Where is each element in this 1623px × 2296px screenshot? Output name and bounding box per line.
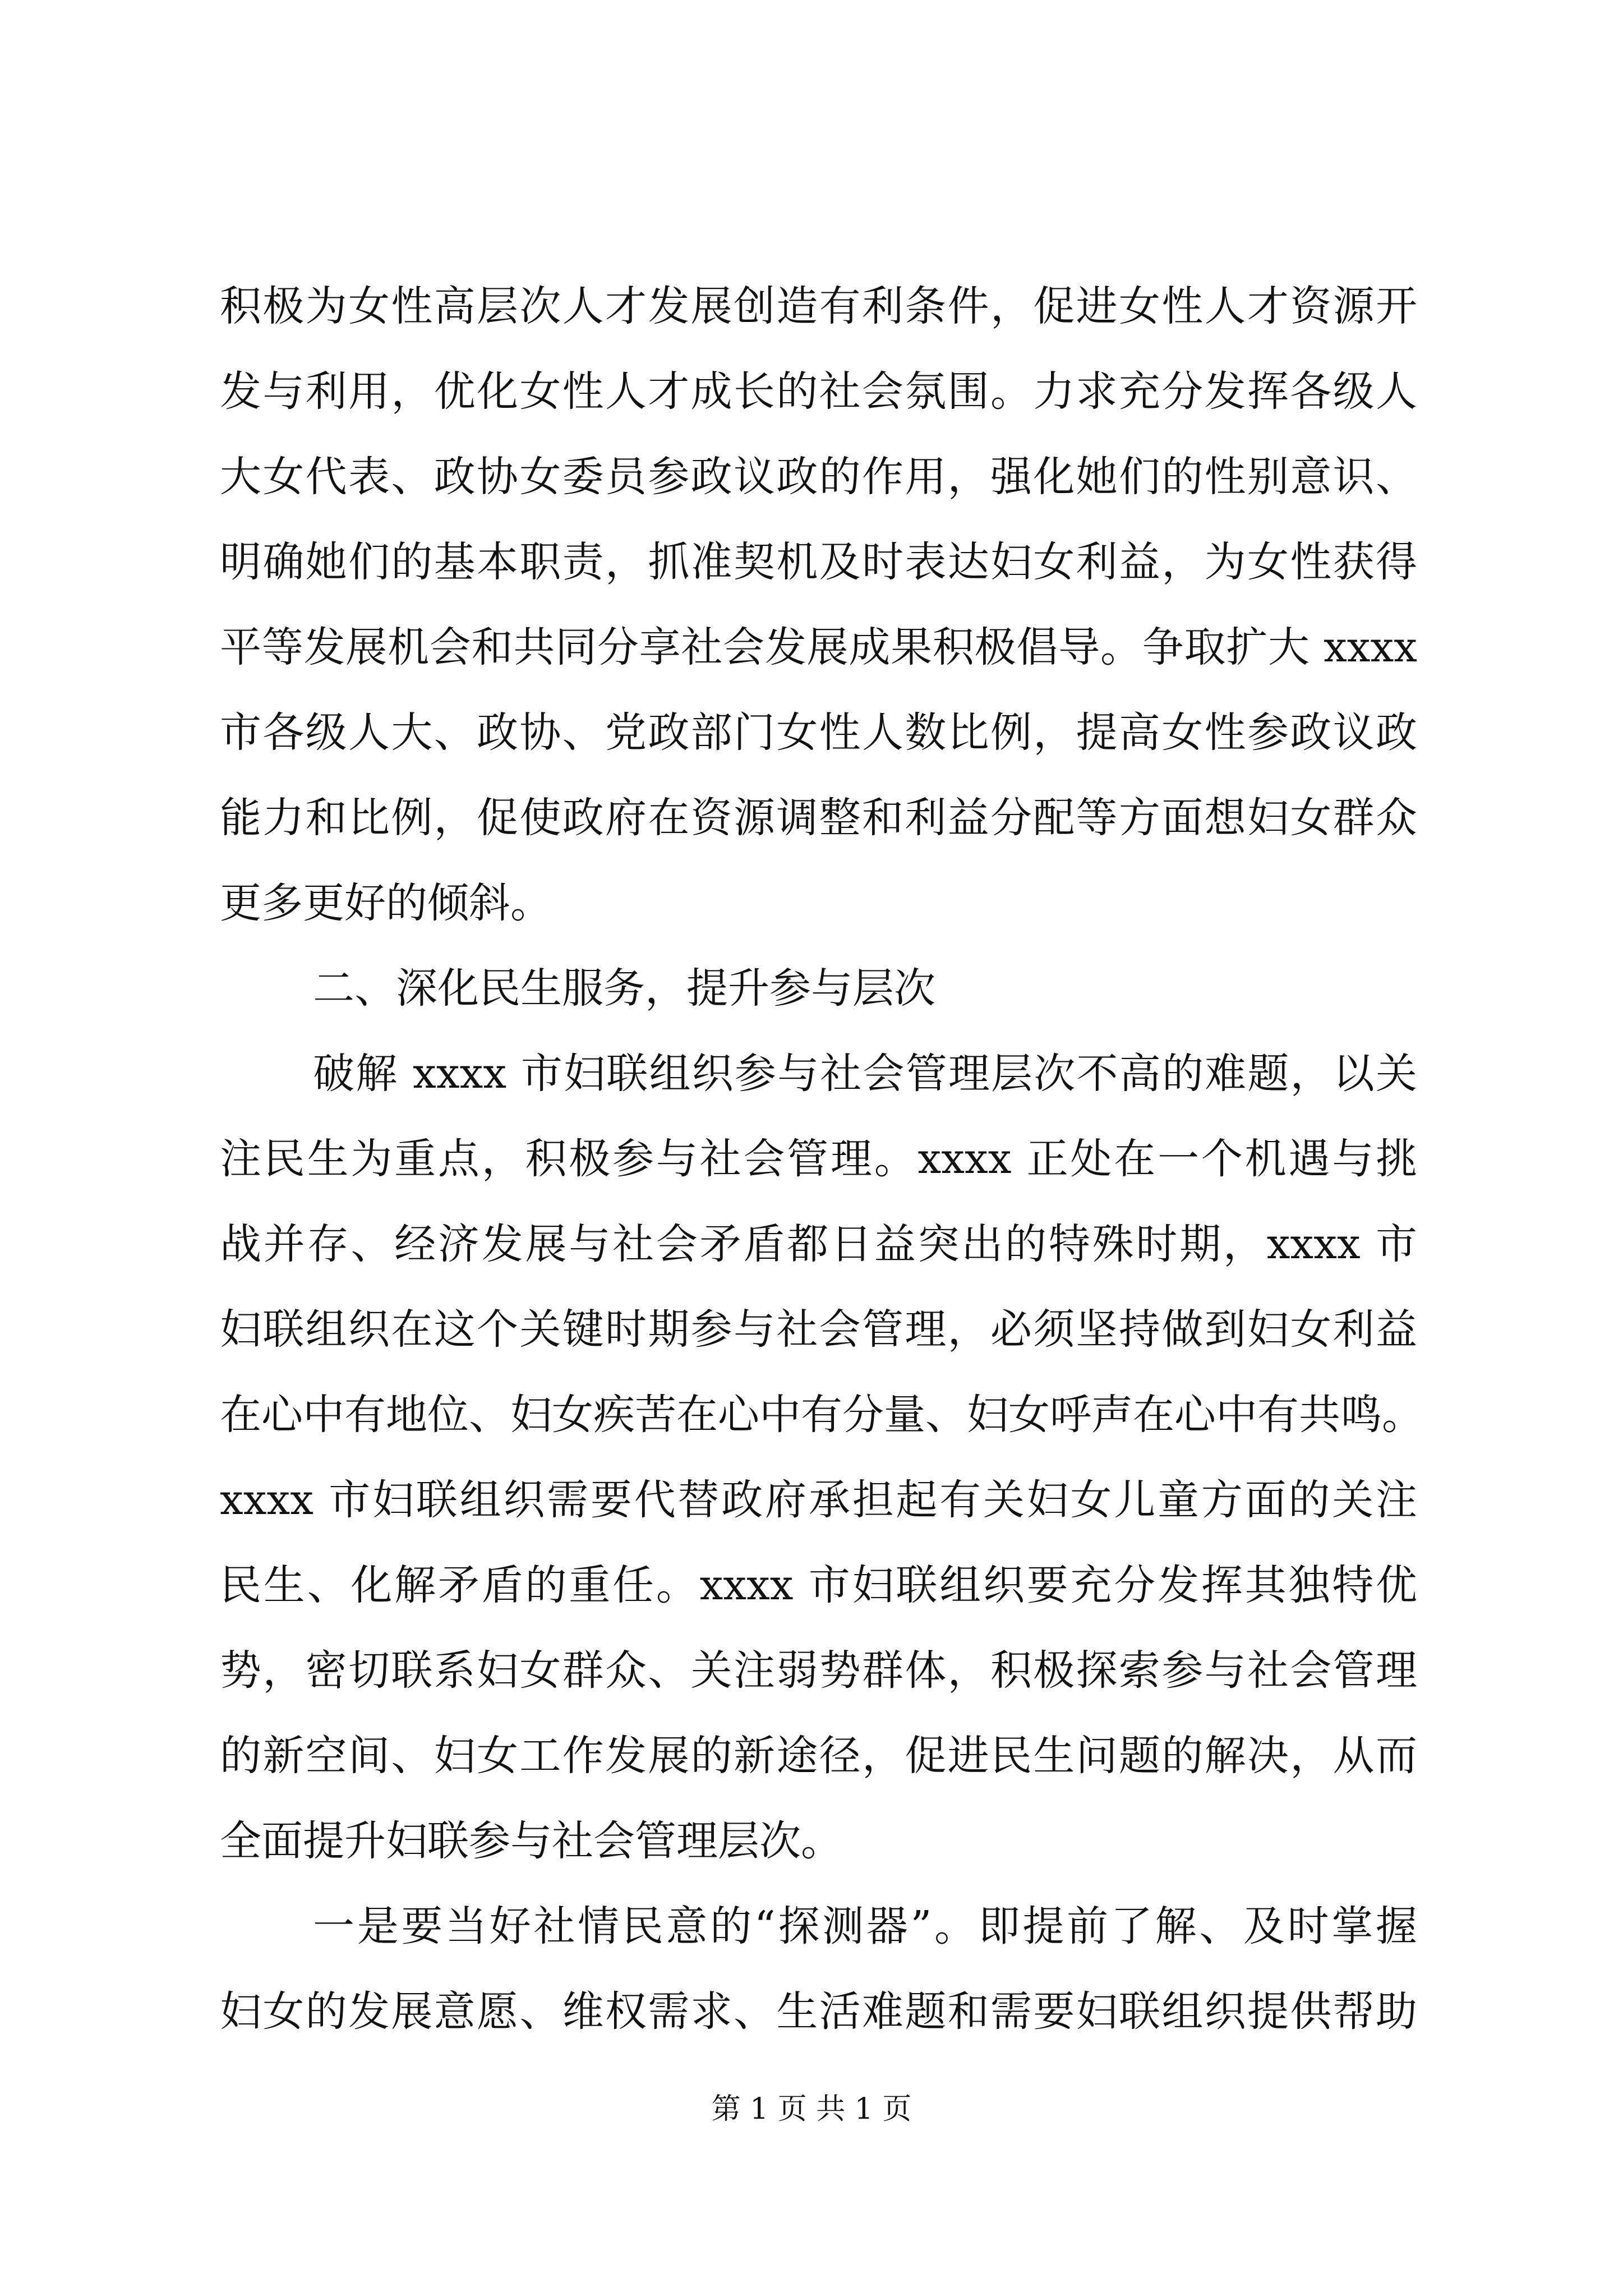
paragraph-line: 能力和比例，促使政府在资源调整和利益分配等方面想妇女群众	[220, 794, 1417, 842]
paragraph-line: 民生、化解矛盾的重任。xxxx 市妇联组织要充分发挥其独特优	[220, 1561, 1417, 1609]
paragraph-line: 一是要当好社情民意的“探测器”。即提前了解、及时掌握	[313, 1902, 1417, 1950]
page-number-footer: 第 1 页 共 1 页	[711, 2092, 912, 2126]
paragraph-line: 的新空间、妇女工作发展的新途径，促进民生问题的解决，从而	[220, 1732, 1417, 1780]
paragraph-line: 妇联组织在这个关键时期参与社会管理，必须坚持做到妇女利益	[220, 1305, 1417, 1354]
paragraph-line: 市各级人大、政协、党政部门女性人数比例，提高女性参政议政	[220, 708, 1417, 757]
paragraph-line: 大女代表、政协女委员参政议政的作用，强化她们的性别意识、	[220, 453, 1417, 501]
paragraph-line: 更多更好的倾斜。	[220, 879, 552, 927]
paragraph-line: 积极为女性高层次人才发展创造有利条件，促进女性人才资源开	[220, 282, 1417, 330]
paragraph-line: 妇女的发展意愿、维权需求、生活难题和需要妇联组织提供帮助	[220, 1987, 1417, 2036]
paragraph-line: 明确她们的基本职责，抓准契机及时表达妇女利益，为女性获得	[220, 538, 1417, 586]
document-body	[220, 264, 1423, 2054]
paragraph-line: 全面提升妇联参与社会管理层次。	[220, 1817, 842, 1865]
paragraph-line: 战并存、经济发展与社会矛盾都日益突出的特殊时期，xxxx 市	[220, 1220, 1417, 1268]
paragraph-line: 势，密切联系妇女群众、关注弱势群体，积极探索参与社会管理	[220, 1646, 1417, 1695]
paragraph-line: 在心中有地位、妇女疾苦在心中有分量、妇女呼声在心中有共鸣。	[220, 1391, 1423, 1439]
paragraph-line: xxxx 市妇联组织需要代替政府承担起有关妇女儿童方面的关注	[220, 1476, 1417, 1524]
paragraph-line: 破解 xxxx 市妇联组织参与社会管理层次不高的难题，以关	[313, 1050, 1417, 1098]
section-heading: 二、深化民生服务，提升参与层次	[313, 964, 935, 1013]
paragraph-line: 注民生为重点，积极参与社会管理。xxxx 正处在一个机遇与挑	[220, 1135, 1417, 1183]
paragraph-line: 平等发展机会和共同分享社会发展成果积极倡导。争取扩大 xxxx	[220, 623, 1417, 671]
paragraph-line: 发与利用，优化女性人才成长的社会氛围。力求充分发挥各级人	[220, 367, 1417, 416]
